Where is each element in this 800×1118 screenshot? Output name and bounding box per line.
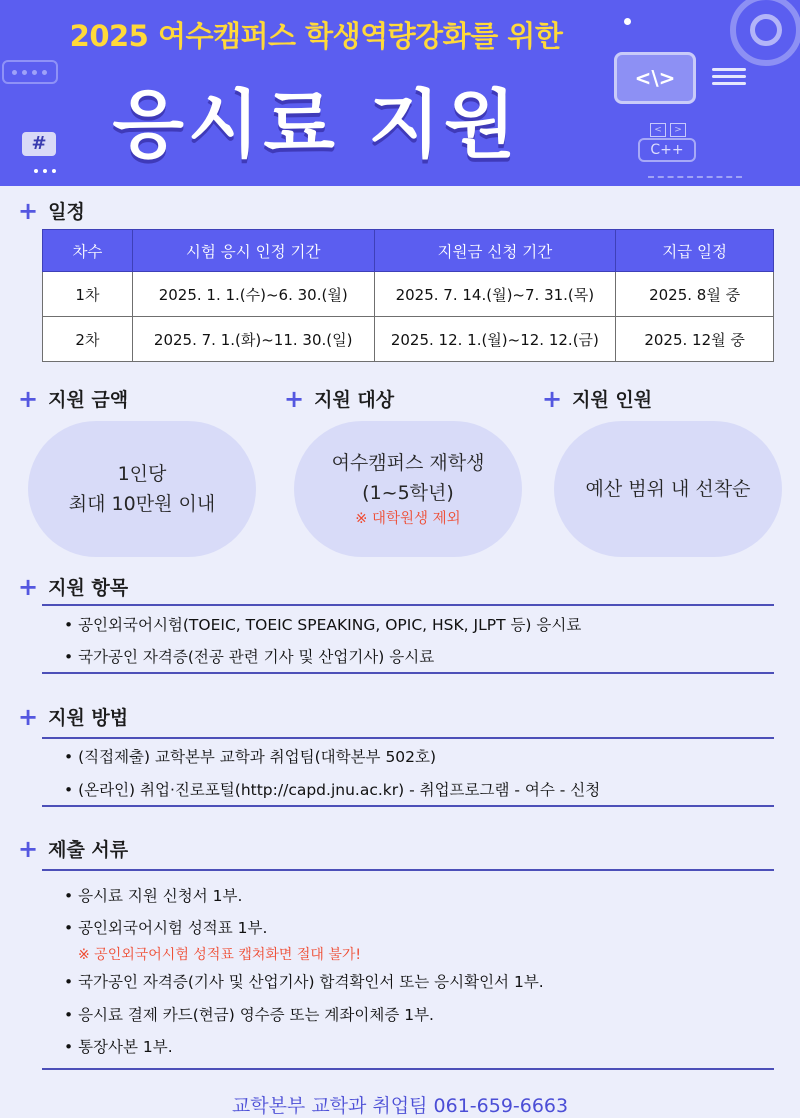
list-item: • 공인외국어시험(TOEIC, TOEIC SPEAKING, OPIC, HSK, JLPT 등) 응시료 <box>64 616 582 634</box>
table-cell: 2025. 12. 1.(월)~12. 12.(금) <box>374 317 616 362</box>
footer-contact: 교학본부 교학과 취업팀 061-659-6663 <box>231 1095 569 1117</box>
section-divider <box>42 604 774 606</box>
headcount-pill <box>554 421 782 557</box>
section-title-items: + 지원 항목 <box>18 573 129 601</box>
section-title-amount: + 지원 금액 <box>18 385 129 413</box>
table-row <box>43 317 774 362</box>
plus-icon: + <box>18 835 39 863</box>
table-cell: 2025. 7. 14.(월)~7. 31.(목) <box>374 272 616 317</box>
list-item: • 국가공인 자격증(전공 관련 기사 및 산업기사) 응시료 <box>64 648 435 666</box>
table-cell: 2025. 8월 중 <box>616 272 774 317</box>
table-cell: 2025. 12월 중 <box>616 317 774 362</box>
list-item: • (직접제출) 교학본부 교학과 취업팀(대학본부 502호) <box>64 748 437 766</box>
arrow-keys-icon <box>650 117 690 137</box>
list-item: • 공인외국어시험 성적표 1부. <box>64 919 268 937</box>
plus-icon: + <box>18 703 39 731</box>
page-title: 응시료 지원 <box>112 82 520 168</box>
table-cell: 2025. 1. 1.(수)~6. 30.(월) <box>132 272 374 317</box>
hash-icon: # <box>22 132 56 156</box>
arrow-right-icon: > <box>670 123 686 137</box>
section-divider <box>42 737 774 739</box>
plus-icon: + <box>18 573 39 601</box>
section-title-target: + 지원 대상 <box>284 385 395 413</box>
arrow-left-icon: < <box>650 123 666 137</box>
table-cell: 2025. 7. 1.(화)~11. 30.(일) <box>132 317 374 362</box>
menu-lines-icon <box>712 68 746 89</box>
code-icon: <\> <box>614 52 696 104</box>
section-title-documents: + 제출 서류 <box>18 835 129 863</box>
column-header: 지급 일정 <box>616 230 774 272</box>
list-item: • 국가공인 자격증(기사 및 산업기사) 합격확인서 또는 응시확인서 1부. <box>64 973 544 991</box>
column-header: 지원금 신청 기간 <box>374 230 616 272</box>
dashed-line-decoration <box>648 176 742 178</box>
documents-warning: ※ 공인외국어시험 성적표 캡쳐화면 절대 불가! <box>78 947 362 963</box>
section-divider <box>42 1068 774 1070</box>
header-banner <box>0 0 800 186</box>
gear-inner-icon <box>750 14 782 46</box>
table-cell: 1차 <box>43 272 133 317</box>
amount-line: 1인당 <box>117 463 167 485</box>
column-header: 차수 <box>43 230 133 272</box>
table-cell: 2차 <box>43 317 133 362</box>
list-item: • 통장사본 1부. <box>64 1038 173 1056</box>
table-row <box>43 272 774 317</box>
list-item: • 응시료 결제 카드(현금) 영수증 또는 계좌이체증 1부. <box>64 1006 434 1024</box>
headcount-line: 예산 범위 내 선착순 <box>585 478 751 500</box>
section-title-headcount: + 지원 인원 <box>542 385 653 413</box>
amount-line: 최대 10만원 이내 <box>68 493 216 515</box>
column-header: 시험 응시 인정 기간 <box>132 230 374 272</box>
target-pill <box>294 421 522 557</box>
section-divider <box>42 805 774 807</box>
target-line: (1~5학년) <box>362 482 454 504</box>
section-title-schedule: + 일정 <box>18 197 85 225</box>
target-line: 여수캠퍼스 재학생 <box>331 452 485 474</box>
table-header-row <box>43 230 774 272</box>
target-note: ※ 대학원생 제외 <box>355 511 461 527</box>
section-title-method: + 지원 방법 <box>18 703 129 731</box>
section-divider <box>42 672 774 674</box>
cpp-icon: C++ <box>638 138 696 162</box>
amount-pill <box>28 421 256 557</box>
plus-icon: + <box>18 385 39 413</box>
plus-icon: + <box>18 197 39 225</box>
list-item: • 응시료 지원 신청서 1부. <box>64 887 243 905</box>
plus-icon: + <box>284 385 305 413</box>
schedule-table <box>42 229 774 362</box>
section-divider <box>42 869 774 871</box>
page-subtitle: 2025 여수캠퍼스 학생역량강화를 위한 <box>69 19 563 53</box>
plus-icon: + <box>542 385 563 413</box>
list-item: • (온라인) 취업·진로포털(http://capd.jnu.ac.kr) - 취업프로그램 - 여수 - 신청 <box>64 781 601 799</box>
